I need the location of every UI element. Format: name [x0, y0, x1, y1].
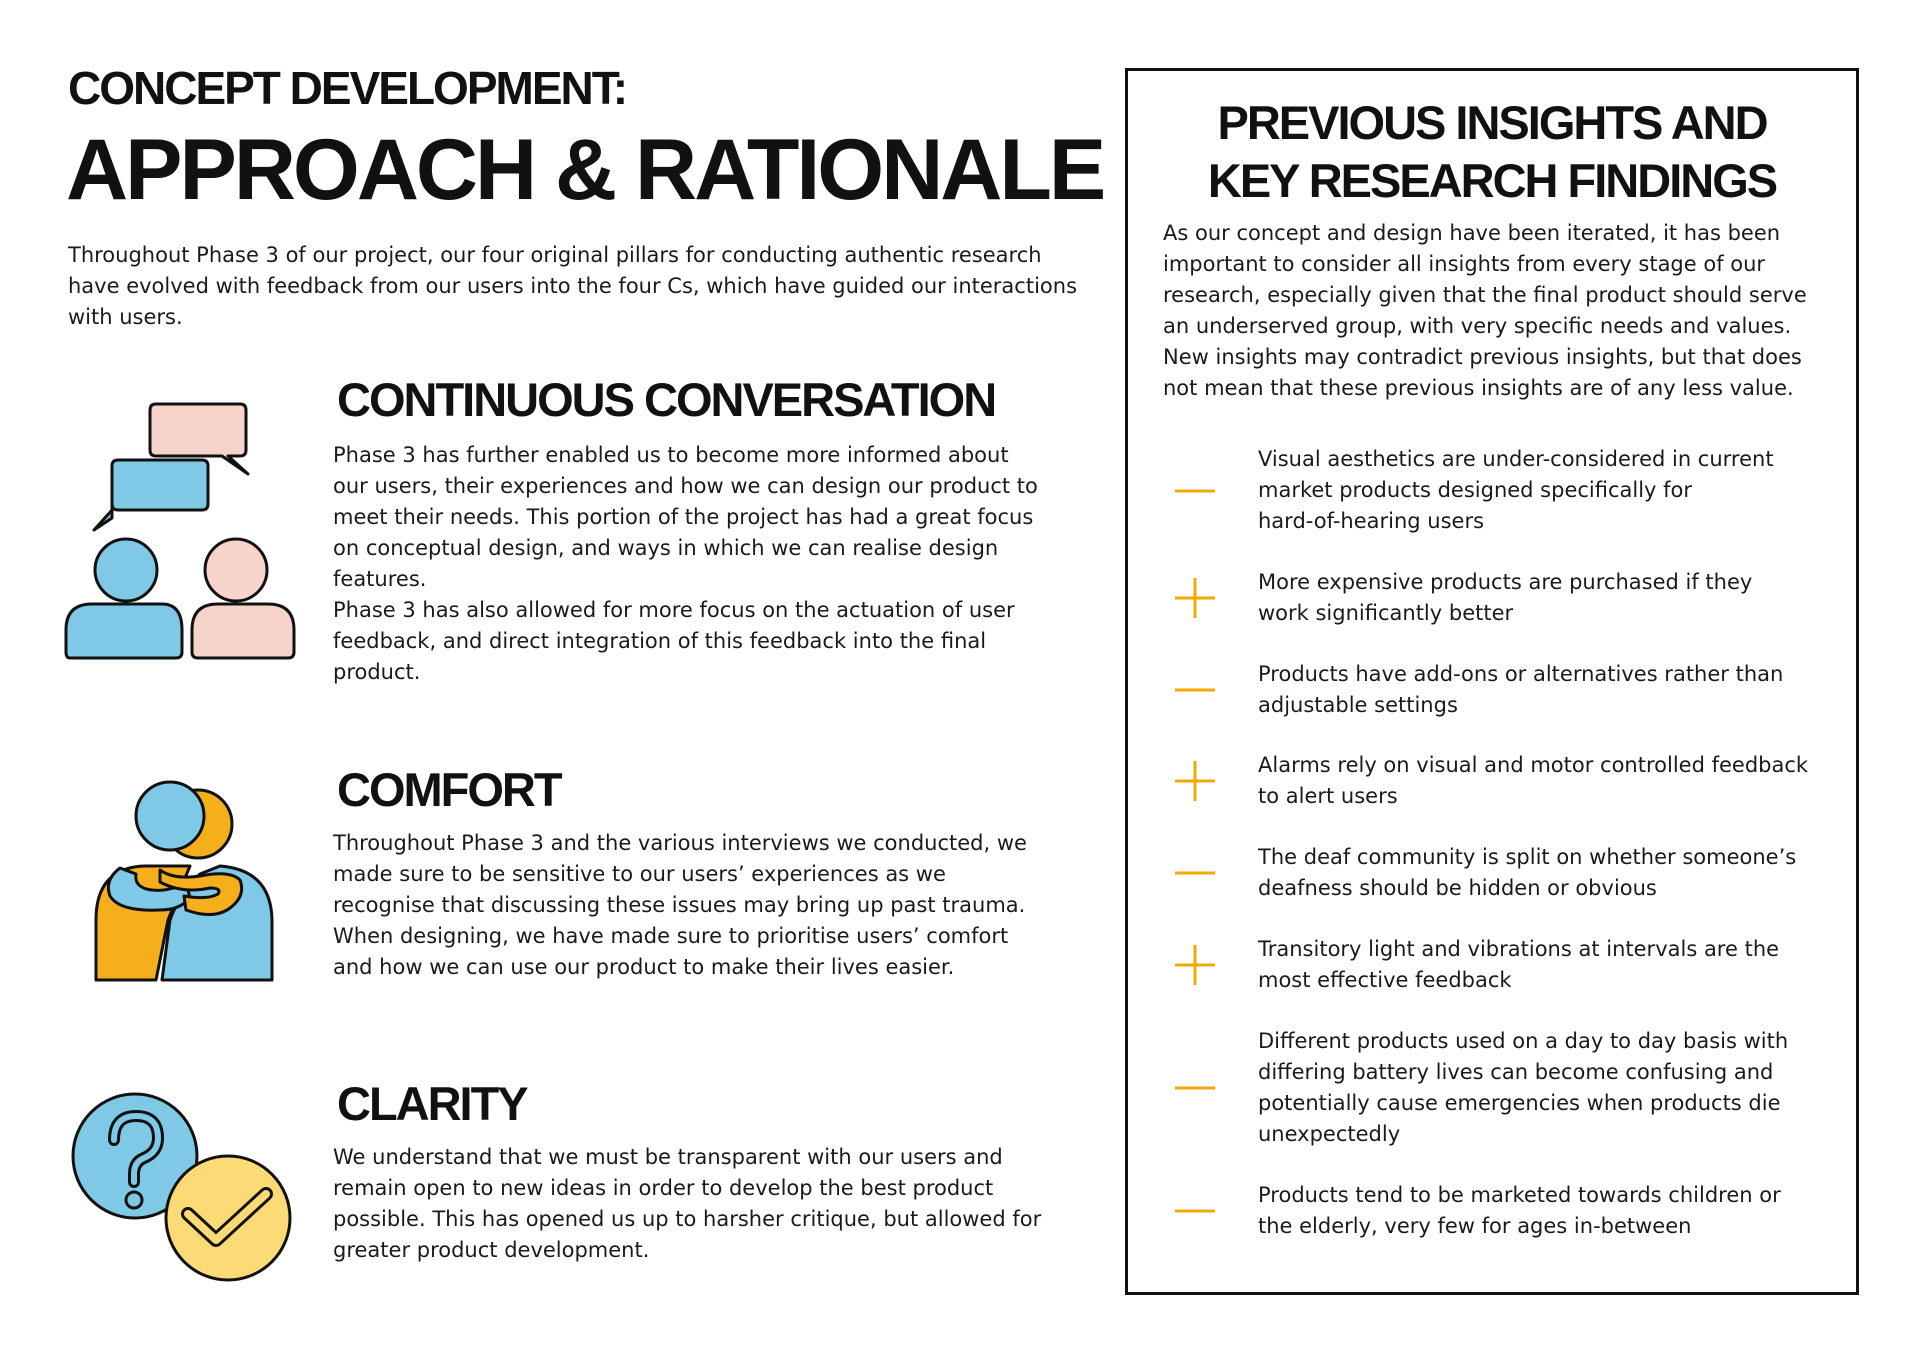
section-title-clarity: CLARITY [337, 1077, 527, 1130]
minus-icon [1175, 670, 1215, 710]
intro-paragraph: Throughout Phase 3 of our project, our four original pillars for conducting authentic research have evolved with feedback from our users into the four Cs, which have guided our interactions with users. [68, 243, 1078, 329]
minus-icon [1175, 853, 1215, 893]
finding-item: More expensive products are purchased if they work significantly better [1163, 567, 1833, 629]
minus-icon [1175, 471, 1215, 511]
page-subtitle: CONCEPT DEVELOPMENT: [68, 62, 627, 114]
conversation-people-icon [62, 400, 302, 670]
plus-icon [1175, 945, 1215, 985]
page-title: APPROACH & RATIONALE [66, 122, 1104, 218]
finding-item: The deaf community is split on whether someone’s deafness should be hidden or obvious [1163, 842, 1833, 904]
section-body-continuous-conversation: Phase 3 has further enabled us to become more informed about our users, their experiences and how we can design our product to meet their needs. This portion of the project has had a great focus on conceptual design, and ways in which we can realise design features. Phase 3 has also allowed for more focus on the actuation of user feedback, and direct integration of this feedback into the final product. [333, 443, 1038, 684]
section-body-comfort: Throughout Phase 3 and the various interviews we conducted, we made sure to be sensitive to our users’ experiences as we recognise that discussing these issues may bring up past trauma. When designing, we have made sure to prioritise users’ comfort and how we can use our product to make their lives easier. [333, 831, 1027, 979]
finding-item: Different products used on a day to day basis with differing battery lives can become confusing and potentially cause emergencies when products die unexpectedly [1163, 1026, 1833, 1150]
minus-icon [1175, 1191, 1215, 1231]
finding-item: Products tend to be marketed towards children or the elderly, very few for ages in-between [1163, 1180, 1833, 1242]
minus-icon [1175, 1068, 1215, 1108]
finding-item: Products have add-ons or alternatives rather than adjustable settings [1163, 659, 1833, 721]
section-title-continuous-conversation: CONTINUOUS CONVERSATION [337, 373, 996, 426]
finding-item: Alarms rely on visual and motor controlled feedback to alert users [1163, 750, 1833, 812]
panel-intro: As our concept and design have been iterated, it has been important to consider all insights from every stage of our research, especially given that the final product should serve an underserved group, with very specific needs and values. New insights may contradict previous insights, but that does not mean that these previous insights are of any less value. [1163, 221, 1807, 400]
plus-icon [1175, 761, 1215, 801]
hug-icon [90, 770, 280, 990]
plus-icon [1175, 578, 1215, 618]
finding-item: Visual aesthetics are under-considered in current market products designed specifically for hard-of-hearing users [1163, 444, 1833, 537]
section-body-clarity: We understand that we must be transparent with our users and remain open to new ideas in order to develop the best product possible. This has opened us up to harsher critique, but allowed for greater product development. [333, 1145, 1042, 1262]
finding-item: Transitory light and vibrations at intervals are the most effective feedback [1163, 934, 1833, 996]
panel-title: PREVIOUS INSIGHTS AND KEY RESEARCH FINDINGS [1207, 96, 1777, 207]
section-title-comfort: COMFORT [337, 763, 561, 816]
question-check-icon [70, 1090, 300, 1290]
